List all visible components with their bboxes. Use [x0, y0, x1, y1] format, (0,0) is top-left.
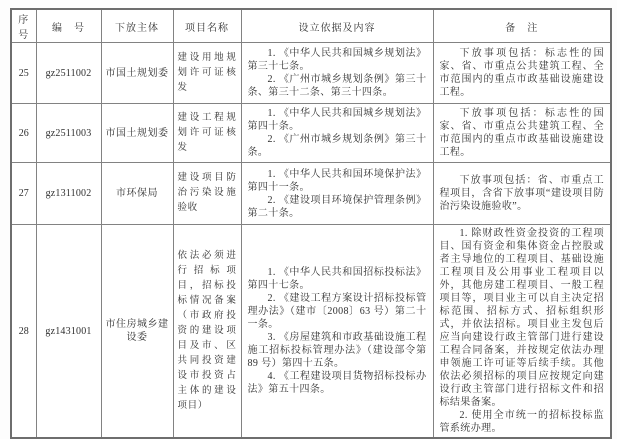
basis-paragraph: 2. 《广州市城乡规划条例》第三十条、第三十二条、第三十四条。 — [247, 74, 427, 98]
basis-paragraph: 1. 《中华人民共和国环境保护法》第四十一条。 — [247, 168, 427, 193]
basis-cell — [241, 43, 433, 104]
header-row — [11, 9, 611, 43]
code-cell: gz1431001 — [36, 225, 101, 439]
header-authority: 下放主体 — [101, 9, 173, 43]
header-seq: 序号 — [11, 9, 36, 43]
authority-cell: 市国土规划委 — [101, 43, 173, 104]
remark-cell — [433, 163, 611, 225]
table-row — [11, 43, 611, 104]
basis-paragraph: 1. 《中华人民共和国城乡规划法》第三十七条。 — [247, 48, 427, 72]
table-row — [11, 104, 611, 163]
basis-paragraph: 1. 《中华人民共和国招标投标法》第四十七条。 — [247, 267, 427, 291]
seq-cell: 25 — [11, 43, 36, 104]
project-cell: 建设用地规划许可证核发 — [173, 43, 241, 104]
basis-cell — [241, 163, 433, 225]
remark-paragraph: 下放事项包括：标志性的国家、省、市重点公共建筑工程、全市范围内的重点市政基础设施建设工程。 — [439, 108, 604, 158]
remark-paragraph: 1. 除财政性资金投资的工程项目、国有资金和集体资金占控股或者主导地位的工程项目、基础设施工程项目及公用事业工程项目以外，其他房建工程项目、一般工程项目等，项目业主可以自主决定招标范围、招标方式、招标组织形式，并依法招标。项目业主发包后应当向建设行政主管部门进行建设工程合同备案，并按规定依法办理申领施工许可证等后续手续。其他依法必须招标的项目应按规定向建设行政主管部门进行招标文件和招标结果备案。 — [439, 228, 604, 408]
authority-cell: 市住房城乡建设委 — [101, 225, 173, 439]
header-code: 编 号 — [36, 9, 101, 43]
remark-cell — [433, 104, 611, 163]
table-row — [11, 225, 611, 439]
basis-paragraph: 2. 《广州市城乡规划条例》第三十条。 — [247, 134, 427, 158]
basis-paragraph: 3. 《房屋建筑和市政基础设施工程施工招标投标管理办法》（建设部令第 89 号）第四十五条。 — [247, 332, 427, 369]
code-cell: gz2511002 — [36, 43, 101, 104]
project-cell: 依法必须进行招标项目，招标投标情况备案（市政府投资的建设项目及市、区共同投资建设市投资占主体的建设项目） — [173, 225, 241, 439]
authority-cell: 市环保局 — [101, 163, 173, 225]
basis-paragraph: 2. 《建设工程方案设计招标投标管理办法》（建市〔2008〕63 号）第二十一条。 — [247, 293, 427, 330]
table-header — [11, 9, 611, 43]
scanned-document-page — [10, 8, 612, 439]
basis-paragraph: 4. 《工程建设项目货物招标投标办法》第五十四条。 — [247, 371, 427, 395]
seq-cell: 26 — [11, 104, 36, 163]
project-cell: 建设项目防治污染设施验收 — [173, 163, 241, 225]
header-remark: 备 注 — [433, 9, 611, 43]
basis-cell — [241, 104, 433, 163]
table-row — [11, 163, 611, 225]
basis-paragraph: 1. 《中华人民共和国城乡规划法》第四十条。 — [247, 108, 427, 132]
seq-cell: 27 — [11, 163, 36, 225]
header-project: 项目名称 — [173, 9, 241, 43]
basis-paragraph: 2. 《建设项目环境保护管理条例》第二十条。 — [247, 194, 427, 219]
table-body — [11, 43, 611, 439]
code-cell: gz1311002 — [36, 163, 101, 225]
remark-cell — [433, 225, 611, 439]
delegation-items-table — [10, 8, 612, 439]
remark-cell — [433, 43, 611, 104]
remark-paragraph: 下放事项包括：省、市重点工程项目，含省下放事项“建设项目防治污染设施验收”。 — [439, 175, 604, 212]
code-cell: gz2511003 — [36, 104, 101, 163]
seq-cell: 28 — [11, 225, 36, 439]
remark-paragraph: 下放事项包括：标志性的国家、省、市重点公共建筑工程、全市范围内的重点市政基础设施建设工程。 — [439, 48, 604, 98]
authority-cell: 市国土规划委 — [101, 104, 173, 163]
remark-paragraph: 2. 使用全市统一的招标投标监管系统办理。 — [439, 410, 604, 434]
basis-cell — [241, 225, 433, 439]
project-cell: 建设工程规划许可证核发 — [173, 104, 241, 163]
header-basis: 设立依据及内容 — [241, 9, 433, 43]
